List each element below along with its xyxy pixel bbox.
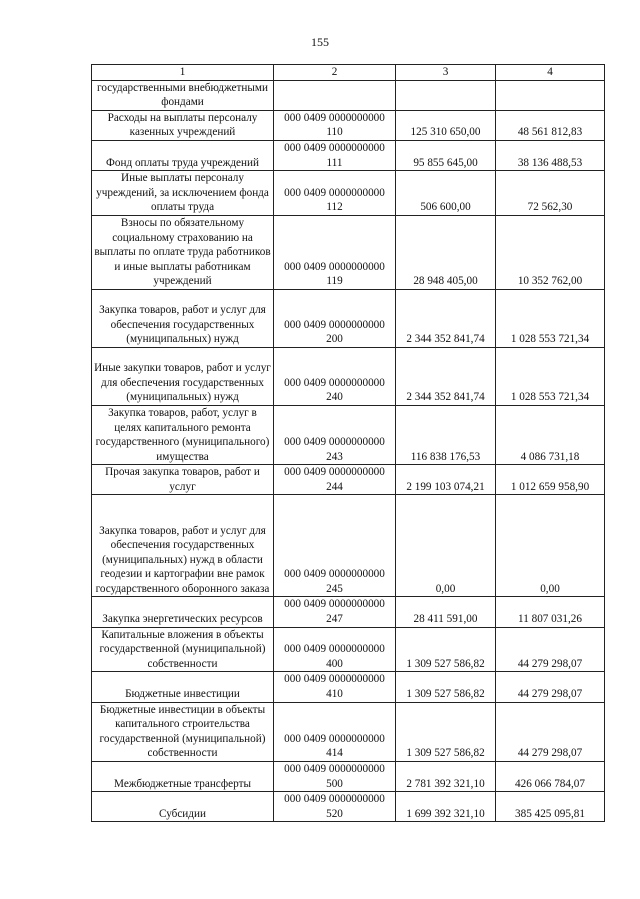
row-value-col4-cell: 44 279 298,07 [496,672,605,702]
row-code-cell: 000 0409 0000000000 520 [274,792,396,822]
row-value-col4-cell: 1 028 553 721,34 [496,289,605,347]
row-name-cell: Субсидии [92,792,274,822]
row-name-cell: Прочая закупка товаров, работ и услуг [92,465,274,495]
row-name-cell: Межбюджетные трансферты [92,762,274,792]
table-row [92,171,605,216]
table-body [92,80,605,822]
column-header: 2 [274,65,396,81]
row-value-col3-cell: 2 199 103 074,21 [396,465,496,495]
row-value-col3-cell: 1 309 527 586,82 [396,702,496,761]
row-value-col4-cell [496,80,605,110]
row-code-cell: 000 0409 0000000000 110 [274,110,396,140]
row-value-col4-cell: 4 086 731,18 [496,405,605,464]
row-name-cell: Взносы по обязательному социальному страхованию на выплаты по оплате труда работников и иные выплаты работникам учреждений [92,215,274,289]
row-value-col3-cell: 116 838 176,53 [396,405,496,464]
row-value-col3-cell: 125 310 650,00 [396,110,496,140]
table-row [92,597,605,627]
row-name-cell: Бюджетные инвестиции в объекты капитального строительства государственной (муниципальной) собственности [92,702,274,761]
row-name-cell: Бюджетные инвестиции [92,672,274,702]
table-row [92,792,605,822]
table-row [92,289,605,347]
row-code-cell: 000 0409 0000000000 414 [274,702,396,761]
row-value-col3-cell: 2 781 392 321,10 [396,762,496,792]
row-code-cell: 000 0409 0000000000 245 [274,495,396,597]
row-value-col3-cell: 2 344 352 841,74 [396,289,496,347]
row-code-cell: 000 0409 0000000000 400 [274,627,396,672]
row-value-col3-cell: 28 411 591,00 [396,597,496,627]
row-name-cell: Иные выплаты персоналу учреждений, за исключением фонда оплаты труда [92,171,274,216]
row-code-cell: 000 0409 0000000000 500 [274,762,396,792]
row-value-col4-cell: 385 425 095,81 [496,792,605,822]
row-value-col3-cell: 0,00 [396,495,496,597]
row-code-cell: 000 0409 0000000000 243 [274,405,396,464]
row-value-col3-cell: 1 309 527 586,82 [396,627,496,672]
row-name-cell: Расходы на выплаты персоналу казенных учреждений [92,110,274,140]
row-value-col3-cell: 95 855 645,00 [396,140,496,170]
row-name-cell: Закупка товаров, работ и услуг для обеспечения государственных (муниципальных) нужд [92,289,274,347]
column-header: 4 [496,65,605,81]
table-row [92,110,605,140]
row-value-col4-cell: 11 807 031,26 [496,597,605,627]
row-value-col4-cell: 0,00 [496,495,605,597]
table-row [92,140,605,170]
row-code-cell: 000 0409 0000000000 119 [274,215,396,289]
row-value-col3-cell [396,80,496,110]
table-row [92,762,605,792]
row-code-cell: 000 0409 0000000000 200 [274,289,396,347]
row-value-col4-cell: 426 066 784,07 [496,762,605,792]
row-code-cell: 000 0409 0000000000 244 [274,465,396,495]
row-code-cell: 000 0409 0000000000 240 [274,347,396,405]
row-value-col4-cell: 1 028 553 721,34 [496,347,605,405]
row-value-col3-cell: 28 948 405,00 [396,215,496,289]
row-name-cell: Закупка товаров, работ и услуг для обеспечения государственных (муниципальных) нужд в области геодезии и картографии вне рамок государственного оборонного заказа [92,495,274,597]
row-value-col4-cell: 10 352 762,00 [496,215,605,289]
row-value-col3-cell: 1 699 392 321,10 [396,792,496,822]
row-value-col3-cell: 506 600,00 [396,171,496,216]
row-value-col4-cell: 44 279 298,07 [496,627,605,672]
page-number: 155 [311,35,329,49]
row-value-col4-cell: 44 279 298,07 [496,702,605,761]
row-name-cell: государственными внебюджетными фондами [92,80,274,110]
table-row [92,405,605,464]
row-value-col4-cell: 38 136 488,53 [496,140,605,170]
table-row [92,347,605,405]
row-code-cell: 000 0409 0000000000 111 [274,140,396,170]
row-value-col3-cell: 1 309 527 586,82 [396,672,496,702]
table-row [92,495,605,597]
row-code-cell: 000 0409 0000000000 247 [274,597,396,627]
row-code-cell: 000 0409 0000000000 112 [274,171,396,216]
row-value-col3-cell: 2 344 352 841,74 [396,347,496,405]
budget-table [91,64,605,822]
row-name-cell: Закупка товаров, работ, услуг в целях капитального ремонта государственного (муниципального) имущества [92,405,274,464]
row-name-cell: Закупка энергетических ресурсов [92,597,274,627]
row-name-cell: Иные закупки товаров, работ и услуг для обеспечения государственных (муниципальных) нужд [92,347,274,405]
row-code-cell [274,80,396,110]
row-name-cell: Фонд оплаты труда учреждений [92,140,274,170]
table-header-row [92,65,605,81]
row-value-col4-cell: 1 012 659 958,90 [496,465,605,495]
row-value-col4-cell: 48 561 812,83 [496,110,605,140]
row-code-cell: 000 0409 0000000000 410 [274,672,396,702]
column-header: 1 [92,65,274,81]
table-row [92,215,605,289]
column-header: 3 [396,65,496,81]
table-row [92,627,605,672]
row-value-col4-cell: 72 562,30 [496,171,605,216]
table-row [92,80,605,110]
table-row [92,465,605,495]
table-row [92,672,605,702]
row-name-cell: Капитальные вложения в объекты государственной (муниципальной) собственности [92,627,274,672]
table-row [92,702,605,761]
